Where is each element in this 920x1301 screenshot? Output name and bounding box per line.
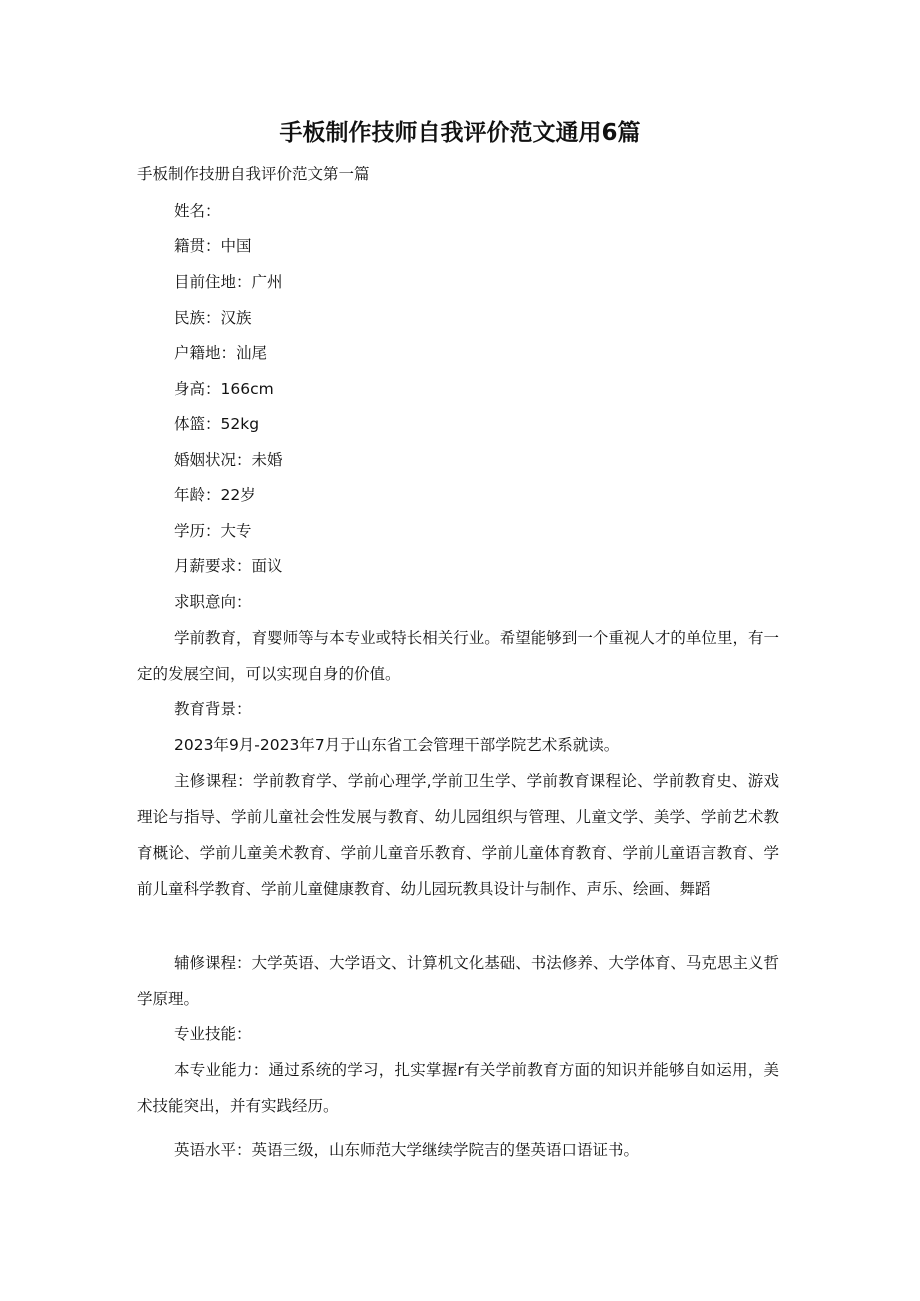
skills-label: 专业技能： (174, 1025, 252, 1043)
field-hukou: 户籍地：汕尾 (174, 344, 268, 362)
section-heading: 手板制作技册自我评价范文第一篇 (137, 165, 370, 183)
minor-courses-paragraph: 辅修课程：大学英语、大学语文、计算机文化基础、书法修养、大学体育、马克思主义哲学原理。 (137, 954, 779, 1008)
education-period: 2023年9月-2023年7月于山东省工会管理干部学院艺术系就读。 (174, 736, 620, 754)
field-intention-label: 求职意向： (174, 593, 252, 611)
field-ethnicity: 民族：汉族 (174, 309, 252, 327)
field-marital: 婚姻状况：未婚 (174, 451, 283, 469)
field-education: 学历：大专 (174, 522, 252, 540)
field-salary: 月薪要求：面议 (174, 557, 283, 575)
field-name: 姓名： (174, 202, 221, 220)
field-weight: 体篮：52kg (174, 415, 260, 433)
field-age: 年龄：22岁 (174, 486, 256, 504)
intention-paragraph: 学前教育，育婴师等与本专业或特长相关行业。希望能够到一个重视人才的单位里，有一定的发展空间，可以实现自身的价值。 (137, 629, 779, 683)
page-title: 手板制作技师自我评价范文通用6篇 (279, 120, 641, 146)
field-residence: 目前住地：广州 (174, 273, 283, 291)
field-origin: 籍贯：中国 (174, 237, 252, 255)
field-height: 身高：166cm (174, 380, 274, 398)
education-label: 教育背景： (174, 700, 252, 718)
main-courses-paragraph: 主修课程：学前教育学、学前心理学,学前卫生学、学前教育课程论、学前教育史、游戏理论与指导、学前儿童社会性发展与教育、幼儿园组织与管理、儿童文学、美学、学前艺术教育概论、学前儿童美术教育、学前儿童音乐教育、学前儿童体育教育、学前儿童语言教育、学前儿童科学教育、学前儿童健康教育、幼儿园玩教具设计与制作、声乐、绘画、舞蹈 (137, 772, 779, 898)
english-level: 英语水平：英语三级，山东师范大学继续学院吉的堡英语口语证书。 (174, 1141, 640, 1159)
ability-paragraph: 本专业能力：通过系统的学习，扎实掌握r有关学前教育方面的知识并能够自如运用，美术技能突出，并有实践经历。 (137, 1061, 779, 1115)
